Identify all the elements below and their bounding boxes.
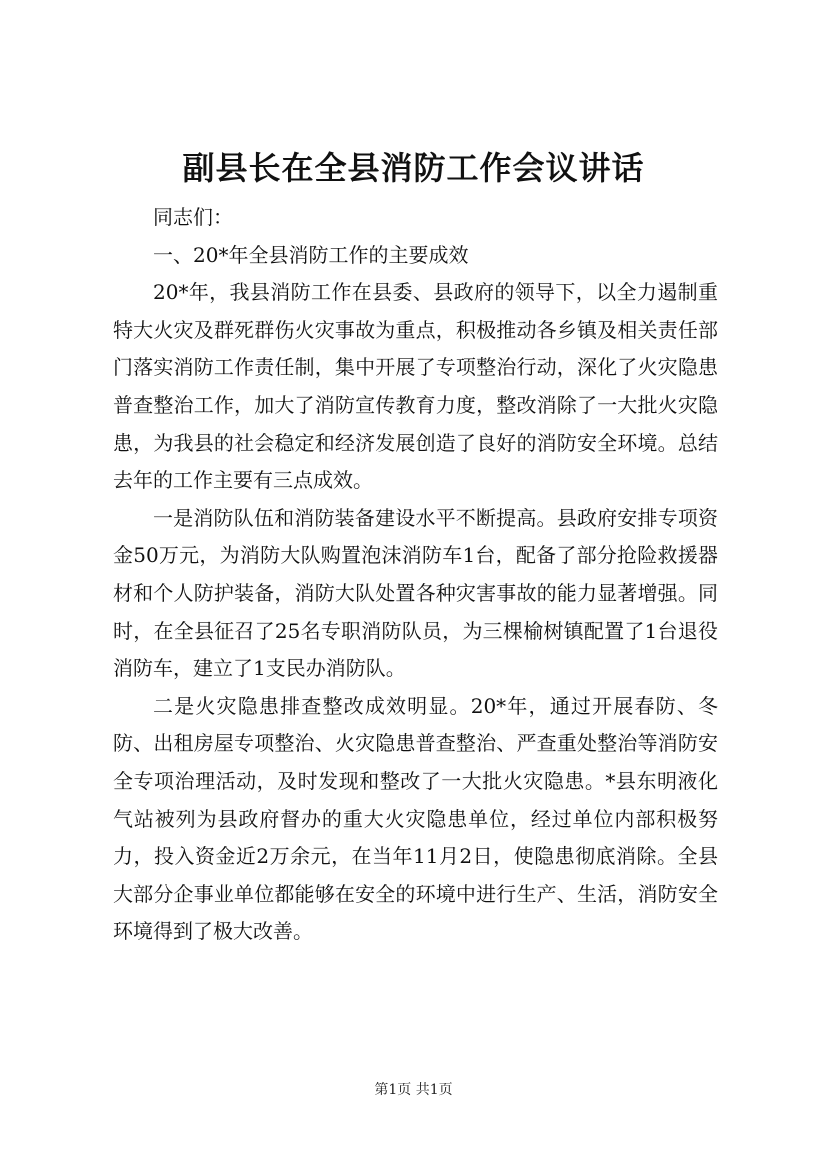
document-body bbox=[113, 199, 718, 951]
section-heading: 一、20*年全县消防工作的主要成效 bbox=[153, 242, 469, 267]
body-paragraph: 一是消防队伍和消防装备建设水平不断提高。县政府安排专项资金50万元，为消防大队购置泡沫消防车1台，配备了部分抢险救援器材和个人防护装备，消防大队处置各种灾害事故的能力显著增强。同时，在全县征召了25名专职消防队员，为三棵榆树镇配置了1台退役消防车，建立了1支民办消防队。 bbox=[113, 505, 718, 681]
document-title: 副县长在全县消防工作会议讲话 bbox=[182, 149, 645, 187]
page-footer: 第1页 共1页 bbox=[374, 1082, 453, 1098]
body-paragraph: 20*年，我县消防工作在县委、县政府的领导下，以全力遏制重特大火灾及群死群伤火灾事故为重点，积极推动各乡镇及相关责任部门落实消防工作责任制，集中开展了专项整治行动，深化了火灾隐患普查整治工作，加大了消防宣传教育力度，整改消除了一大批火灾隐患，为我县的社会稳定和经济发展创造了良好的消防安全环境。总结去年的工作主要有三点成效。 bbox=[113, 280, 718, 493]
salutation: 同志们： bbox=[153, 205, 233, 229]
body-paragraph: 二是火灾隐患排查整改成效明显。20*年，通过开展春防、冬防、出租房屋专项整治、火灾隐患普查整治、严查重处整治等消防安全专项治理活动，及时发现和整改了一大批火灾隐患。*县东明液化气站被列为县政府督办的重大火灾隐患单位，经过单位内部积极努力，投入资金近2万余元，在当年11月2日，使隐患彻底消除。全县大部分企事业单位都能够在安全的环境中进行生产、生活，消防安全环境得到了极大改善。 bbox=[113, 693, 718, 944]
